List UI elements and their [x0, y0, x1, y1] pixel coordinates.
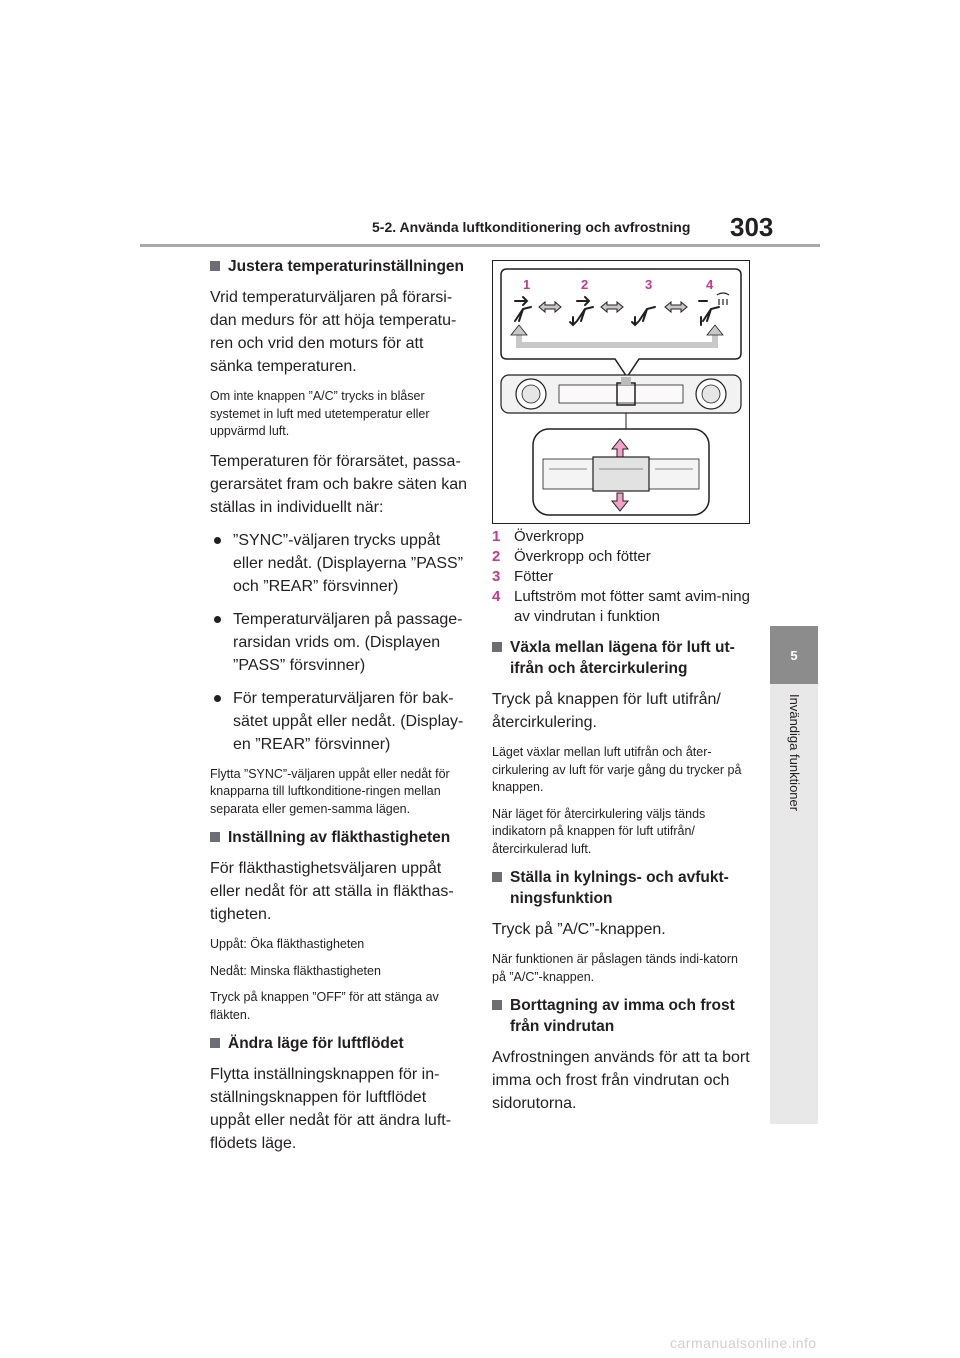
switch-row [559, 385, 683, 403]
note-text: När läget för återcirkulering väljs tänds indikatorn på knappen för luft utifrån/ återcirkulerad luft. [492, 806, 706, 856]
highlight-marker [621, 377, 631, 385]
note-text: Flytta ”SYNC”-väljaren uppåt eller nedåt för knapparna till luftkonditione-ringen mellan separata eller gemen-samma lägen. [210, 766, 450, 816]
section-heading [210, 1033, 470, 1054]
dial-knob [522, 385, 540, 403]
bullet-text: Temperaturväljaren på passage-rarsidan vrids om. (Displayen ”PASS” försvinner) [233, 610, 463, 674]
square-bullet-icon [210, 832, 220, 842]
mode-number: 4 [706, 277, 714, 292]
body-text: Avfrostningen används för att ta bort imma och frost från vindrutan och sidorutorna. [492, 1049, 750, 1112]
note-text: Nedåt: Minska fläkthastigheten [210, 963, 381, 978]
section-heading [492, 637, 754, 679]
note-text: Läget växlar mellan luft utifrån och åter-cirkulering av luft för varje gång du trycker på knappen. [492, 745, 742, 794]
heading-text: Inställning av fläkthastigheten [228, 829, 451, 846]
callout-bubble [501, 269, 741, 377]
legend-number: 4 [492, 588, 501, 605]
airflow-mode-illustration [492, 260, 750, 524]
section-heading [210, 827, 470, 848]
right-column [492, 527, 754, 1125]
bullet-dot-icon [214, 537, 221, 544]
square-bullet-icon [492, 872, 502, 882]
heading-text: Ställa in kylnings- och avfukt-ningsfunktion [510, 869, 729, 907]
bullet-item [210, 529, 470, 598]
square-bullet-icon [492, 1000, 502, 1010]
legend-number: 3 [492, 568, 501, 585]
legend-item [492, 587, 754, 627]
bullet-item [210, 608, 470, 677]
legend-text: Överkropp och fötter [514, 548, 651, 565]
body-text: Flytta inställningsknappen för in-ställningsknappen för luftflödet uppåt eller nedåt för att ändra luft-flödets läge. [210, 1066, 452, 1152]
note-text: Om inte knappen ”A/C” trycks in blåser systemet in luft med utetemperatur eller uppvärmd luft. [210, 389, 430, 438]
bullet-item [210, 687, 470, 756]
legend-text: Fötter [514, 568, 554, 585]
body-text: Vrid temperaturväljaren på förarsi-dan medurs för att höja temperatu-ren och vrid den moturs för att sänka temperaturen. [210, 289, 457, 375]
note-text: Uppåt: Öka fläkthastigheten [210, 937, 365, 951]
section-title: 5-2. Använda luftkonditionering och avfrostning [372, 219, 691, 235]
legend-item [492, 527, 754, 547]
square-bullet-icon [210, 1038, 220, 1048]
chapter-tab-label: Invändiga funktioner [787, 694, 802, 812]
body-text: Tryck på ”A/C”-knappen. [492, 921, 666, 938]
legend-item [492, 567, 754, 587]
heading-text: Växla mellan lägena för luft ut-ifrån och återcirkulering [510, 639, 735, 677]
heading-text: Justera temperaturinställningen [228, 258, 465, 275]
page-number: 303 [730, 212, 774, 242]
heading-text: Ändra läge för luftflödet [228, 1035, 404, 1052]
chapter-tab-number: 5 [770, 626, 818, 684]
bullet-dot-icon [214, 616, 221, 623]
body-text: Tryck på knappen för luft utifrån/ återcirkulering. [492, 691, 721, 731]
left-column [210, 256, 470, 1165]
square-bullet-icon [210, 261, 220, 271]
bullet-dot-icon [214, 695, 221, 702]
bullet-text: ”SYNC”-väljaren trycks uppåt eller nedåt. (Displayerna ”PASS” och ”REAR” försvinner) [233, 531, 464, 595]
mode-number: 1 [523, 277, 531, 292]
legend-number: 2 [492, 548, 501, 565]
body-text: För fläkthastighetsväljaren uppåt eller nedåt för att ställa in fläkthas-tigheten. [210, 860, 454, 923]
figure-legend [492, 527, 754, 627]
heading-text: Borttagning av imma och frost från vindrutan [510, 997, 735, 1035]
legend-item [492, 547, 754, 567]
mode-number: 2 [581, 277, 589, 292]
body-text: Temperaturen för förarsätet, passa-gerarsätet fram och bakre säten kan ställas in individuellt när: [210, 452, 468, 516]
square-bullet-icon [492, 642, 502, 652]
watermark: carmanualsonline.info [670, 1335, 817, 1351]
section-heading [492, 995, 754, 1037]
section-heading [492, 867, 754, 909]
dial-knob [702, 385, 720, 403]
airflow-switch-closeup [593, 457, 649, 491]
legend-text: Luftström mot fötter samt avim-ning av vindrutan i funktion [514, 588, 750, 625]
header-divider [140, 244, 820, 247]
note-text: När funktionen är påslagen tänds indi-katorn på ”A/C”-knappen. [492, 952, 738, 984]
airflow-diagram [493, 261, 749, 523]
legend-text: Överkropp [514, 528, 585, 545]
note-text: Tryck på knappen ”OFF” för att stänga av fläkten. [210, 990, 439, 1022]
section-heading [210, 256, 470, 277]
mode-number: 3 [645, 277, 653, 292]
legend-number: 1 [492, 528, 501, 545]
bullet-text: För temperaturväljaren för bak-sätet uppåt eller nedåt. (Display-en ”REAR” försvinner) [233, 689, 464, 753]
